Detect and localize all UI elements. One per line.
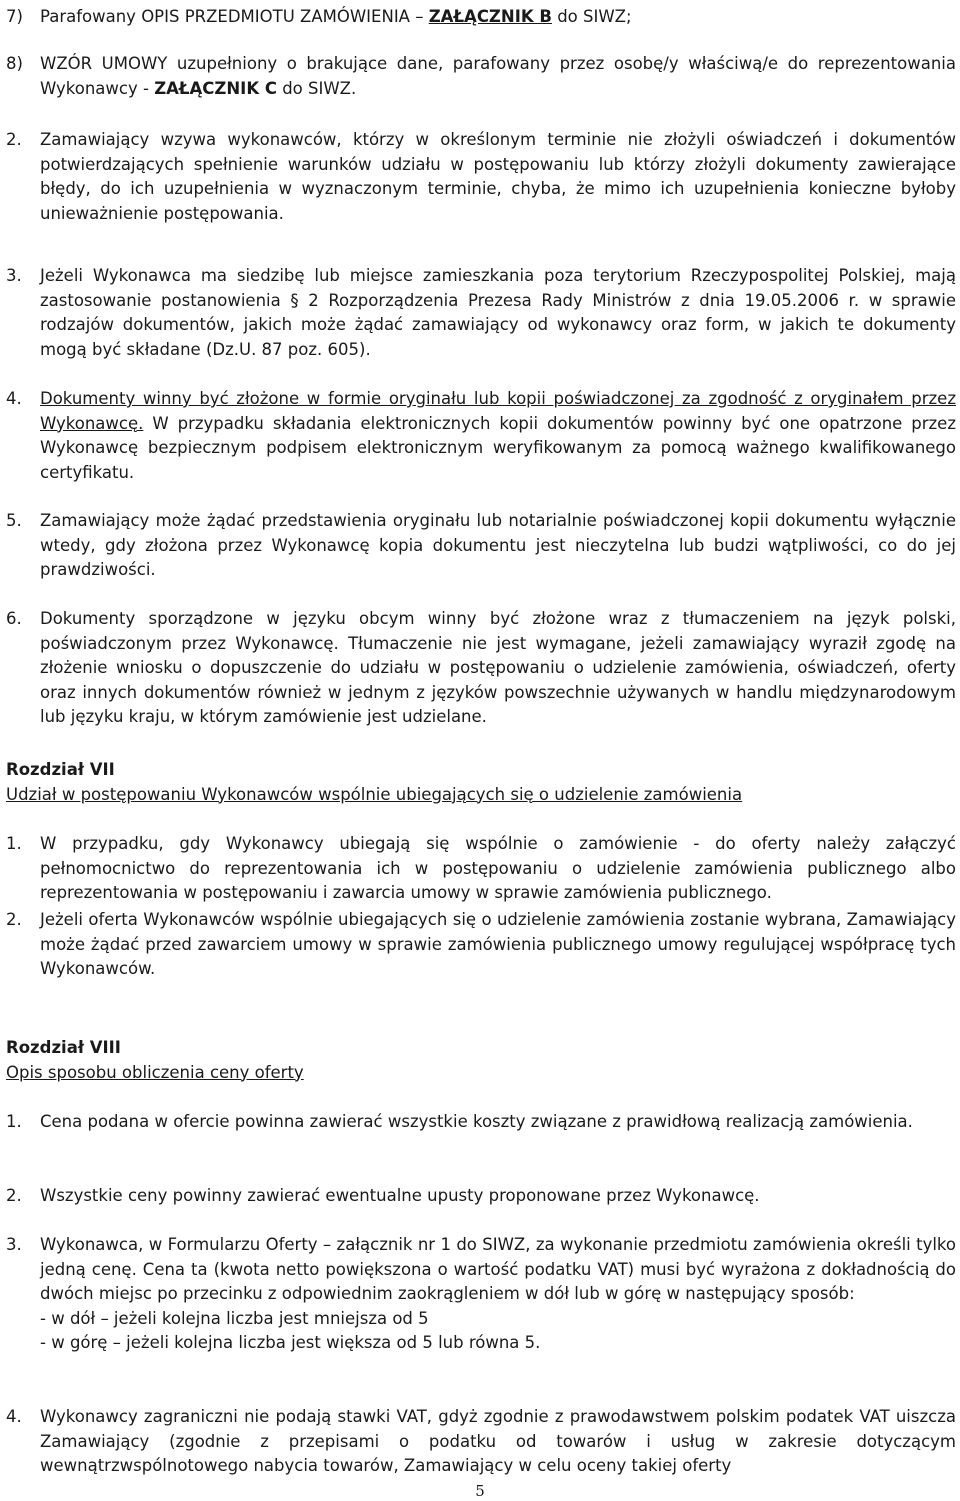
paragraph-number: 4. [6,1407,22,1426]
chapter-vii-paragraph-2 [6,908,956,982]
paragraph-number: 2. [6,130,22,149]
chapter-vii-heading [6,758,956,807]
paragraph-text-rest: W przypadku składania elektronicznych kopii dokumentów powinny być one opatrzone przez Wykonawcę bezpiecznym podpisem elektronicznym weryfikowanym za pomocą ważnego kwalifikowanego certyfikatu. [40,413,956,482]
paragraph-number: 1. [6,834,22,853]
paragraph-text: Wykonawcy zagraniczni nie podają stawki VAT, gdyż zgodnie z prawodawstwem polskim podatek VAT uiszcza Zamawiający (zgodnie z przepisami o podatku od towarów i usług w zakresie dotyczącym wewnątrzwspólnotowego nabycia towarów, Zamawiający w celu oceny takiej oferty [40,1407,956,1475]
item-text-part: do SIWZ. [276,78,357,98]
item-text-part: WZÓR UMOWY uzupełniony o brakujące dane, parafowany przez osobę/y właściwą/e do reprezentowania Wykonawcy - [40,54,956,98]
paragraph-text: Jeżeli Wykonawca ma siedzibę lub miejsce zamieszkania poza terytorium Rzeczypospolitej Polskiej, mają zastosowanie postanowienia § 2 Rozporządzenia Prezesa Rady Ministrów z dnia 19.05.2006 r. w sprawie rodzajów dokumentów, jakich może żądać zamawiający od wykonawcy oraz form, w jakich te dokumenty mogą być składane (Dz.U. 87 poz. 605). [40,266,956,359]
attachment-reference: ZAŁĄCZNIK C [154,78,277,98]
underlined-requirement: Dokumenty winny być złożone w formie oryginału lub kopii poświadczonej za zgodność z oryginałem przez Wykonawcę. [40,389,956,433]
item-text [40,5,956,30]
attachment-reference: ZAŁĄCZNIK B [428,7,552,26]
paragraph-3 [6,264,956,362]
chapter-viii-paragraph-2 [6,1184,956,1209]
chapter-subtitle-text: Opis sposobu obliczenia ceny oferty [6,1062,304,1082]
paragraph-text: Jeżeli oferta Wykonawców wspólnie ubiegających się o udzielenie zamówienia zostanie wybrana, Zamawiający może żądać przed zawarciem umowy w sprawie zamówienia publicznego umowy regulującej współpracę tych Wykonawców. [40,910,956,978]
rounding-rule-up: - w górę – jeżeli kolejna liczba jest większa od 5 lub równa 5. [40,1333,541,1352]
chapter-vii-paragraph-1 [6,832,956,906]
page-number: 5 [475,1482,485,1500]
chapter-viii-paragraph-3 [6,1233,956,1356]
chapter-viii-heading [6,1036,956,1085]
paragraph-number: 1. [6,1112,22,1131]
chapter-subtitle [6,1061,956,1086]
item-number: 8) [6,54,23,73]
chapter-viii-paragraph-1 [6,1110,956,1135]
item-text [40,52,956,101]
paragraph-number: 2. [6,1186,22,1205]
paragraph-number: 4. [6,389,22,408]
attachment-item-7 [6,5,956,30]
paragraph-2 [6,128,956,226]
chapter-subtitle [6,783,956,808]
item-text-part: Parafowany OPIS PRZEDMIOTU ZAMÓWIENIA – [40,7,429,26]
paragraph-text: Wszystkie ceny powinny zawierać ewentualne upusty proponowane przez Wykonawcę. [40,1186,760,1205]
paragraph-text: Zamawiający wzywa wykonawców, którzy w określonym terminie nie złożyli oświadczeń i dokumentów potwierdzających spełnienie warunków udziału w postępowaniu lub którzy złożyli dokumenty zawierające błędy, do ich uzupełnienia w wyznaczonym terminie, chyba, że mimo ich uzupełnienia konieczne byłoby unieważnienie postępowania. [40,130,956,223]
rounding-rule-down: - w dół – jeżeli kolejna liczba jest mniejsza od 5 [40,1308,429,1328]
paragraph-text [40,1233,956,1356]
chapter-title: Rozdział VIII [6,1038,121,1057]
paragraph-number: 6. [6,609,22,628]
chapter-title: Rozdział VII [6,760,115,779]
paragraph-5 [6,509,956,583]
paragraph-4 [6,387,956,485]
paragraph-text: Cena podana w ofercie powinna zawierać wszystkie koszty związane z prawidłową realizacją zamówienia. [40,1112,913,1131]
paragraph-text: Dokumenty sporządzone w języku obcym winny być złożone wraz z tłumaczeniem na język polski, poświadczonym przez Wykonawcę. Tłumaczenie nie jest wymagane, jeżeli zamawiający wyraził zgodę na złożenie wniosku o dopuszczenie do udziału w postępowaniu o udzielenie zamówienia, oświadczeń, oferty oraz innych dokumentów również w jednym z języków powszechnie używanych w handlu międzynarodowym lub języku kraju, w którym zamówienie jest udzielane. [40,609,956,726]
paragraph-6 [6,607,956,730]
attachment-item-8 [6,52,956,101]
paragraph-number: 3. [6,266,22,285]
paragraph-text: Zamawiający może żądać przedstawienia oryginału lub notarialnie poświadczonej kopii dokumentu wyłącznie wtedy, gdy złożona przez Wykonawcę kopia dokumentu jest nieczytelna lub budzi wątpliwości, co do jej prawdziwości. [40,511,956,579]
paragraph-number: 3. [6,1235,22,1254]
paragraph-text: W przypadku, gdy Wykonawcy ubiegają się wspólnie o zamówienie - do oferty należy załączyć pełnomocnictwo do reprezentowania ich w postępowaniu o udzielenie zamówienia publicznego albo reprezentowania w postępowaniu i zawarcia umowy w sprawie zamówienia publicznego. [40,834,956,902]
item-number: 7) [6,7,23,26]
item-text-part: do SIWZ; [551,7,632,26]
paragraph-text [40,387,956,485]
paragraph-number: 2. [6,910,22,929]
chapter-subtitle-text: Udział w postępowaniu Wykonawców wspólnie ubiegających się o udzielenie zamówienia [6,784,743,804]
chapter-viii-paragraph-4 [6,1405,956,1479]
paragraph-number: 5. [6,511,22,530]
paragraph-text-main: Wykonawca, w Formularzu Oferty – załącznik nr 1 do SIWZ, za wykonanie przedmiotu zamówienia określi tylko jedną cenę. Cena ta (kwota netto powiększona o wartość podatku VAT) musi być wyrażona z dokładnością do dwóch miejsc po przecinku z odpowiednim zaokrągleniem w dół lub w górę w następujący sposób: [40,1235,956,1303]
